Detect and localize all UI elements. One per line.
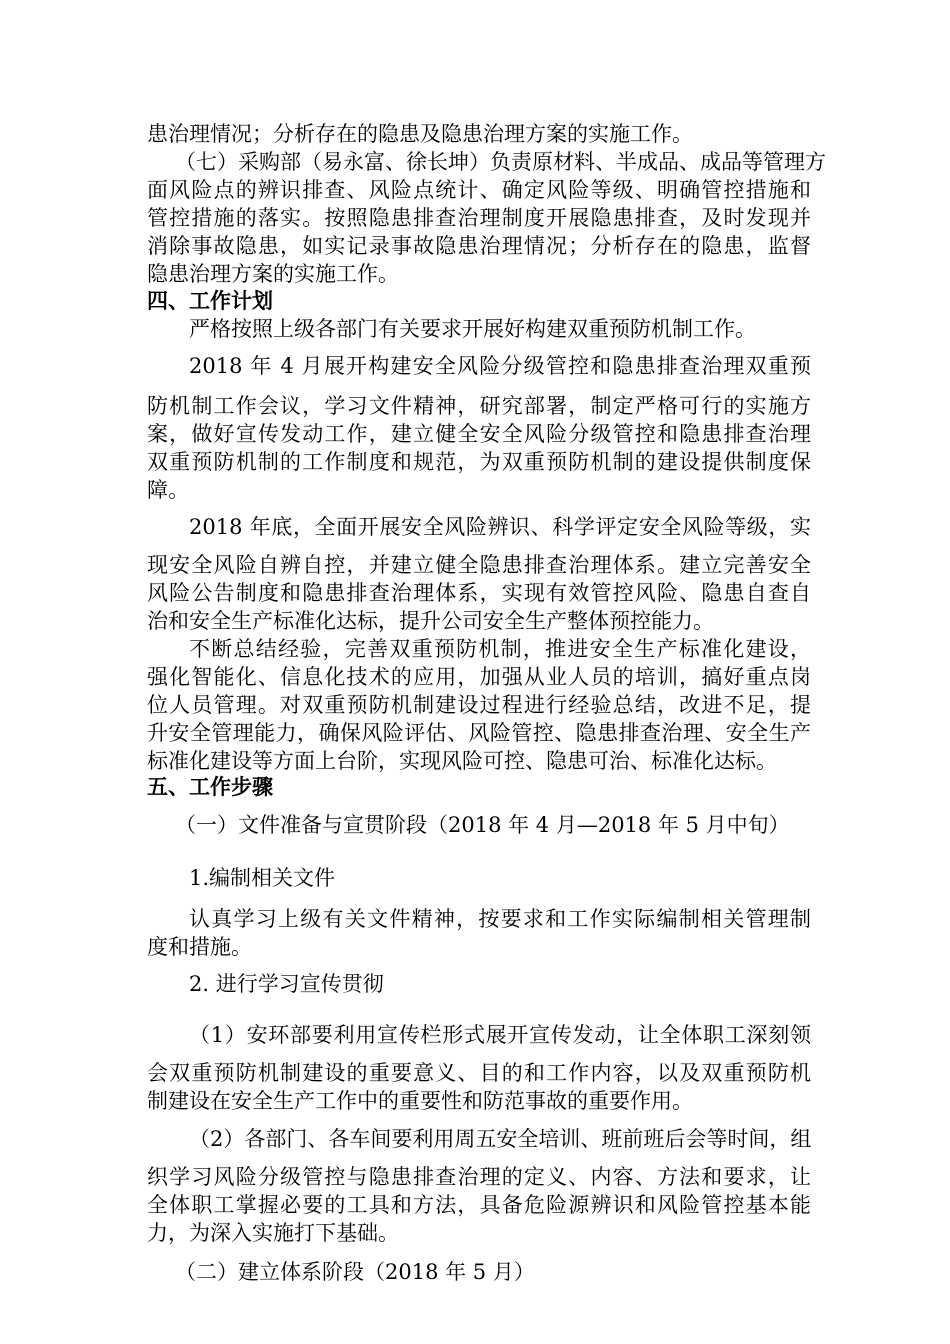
section-heading: 五、工作步骤 (147, 775, 273, 799)
paragraph-line: （2）各部门、各车间要利用周五安全培训、班前班后会等时间，组 (189, 1127, 812, 1151)
paragraph-line: 治和安全生产标准化达标，提升公司安全生产整体预控能力。 (147, 609, 714, 633)
paragraph-line: 管控措施的落实。按照隐患排查治理制度开展隐患排查，及时发现并 (147, 206, 811, 230)
paragraph-line: 认真学习上级有关文件精神，按要求和工作实际编制相关管理制 (189, 907, 811, 931)
paragraph-line: 标准化建设等方面上台阶，实现风险可控、隐患可治、标准化达标。 (147, 749, 777, 773)
paragraph-line: （1）安环部要利用宣传栏形式展开宣传发动，让全体职工深刻领 (189, 1023, 811, 1047)
paragraph-line: 织学习风险分级管控与隐患排查治理的定义、内容、方法和要求，让 (147, 1165, 811, 1189)
paragraph-line: 防机制工作会议，学习文件精神，研究部署，制定严格可行的实施方 (147, 394, 811, 418)
paragraph-line: 力，为深入实施打下基础。 (147, 1221, 399, 1245)
paragraph-line: 障。 (147, 478, 189, 502)
paragraph-line: 不断总结经验，完善双重预防机制，推进安全生产标准化建设， (189, 637, 811, 661)
paragraph-line: 风险公告制度和隐患排查治理体系，实现有效管控风险、隐患自查自 (147, 581, 811, 605)
paragraph-line: 案，做好宣传发动工作，建立健全安全风险分级管控和隐患排查治理 (147, 422, 811, 446)
paragraph-line: 现安全风险自辨自控，并建立健全隐患排查治理体系。建立完善安全 (147, 553, 811, 577)
subsection-heading: （二）建立体系阶段（2018 年 5 月） (175, 1260, 535, 1284)
paragraph-line: 隐患治理方案的实施工作。 (147, 262, 399, 286)
paragraph-line: （七）采购部（易永富、徐长坤）负责原材料、半成品、成品等管理方 (175, 150, 826, 174)
paragraph-line: 面风险点的辨识排查、风险点统计、确定风险等级、明确管控措施和 (147, 178, 811, 202)
paragraph-line: 2018 年 4 月展开构建安全风险分级管控和隐患排查治理双重预 (189, 354, 811, 378)
paragraph-line: 升安全管理能力，确保风险评估、风险管控、隐患排查治理、安全生产 (147, 721, 811, 745)
subsection-heading: （一）文件准备与宣贯阶段（2018 年 4 月—2018 年 5 月中旬） (175, 813, 790, 837)
paragraph-line: 患治理情况；分析存在的隐患及隐患治理方案的实施工作。 (147, 122, 693, 146)
paragraph-line: 全体职工掌握必要的工具和方法，具备危险源辨识和风险管控基本能 (147, 1193, 811, 1217)
paragraph-line: 消除事故隐患，如实记录事故隐患治理情况；分析存在的隐患，监督 (147, 234, 811, 258)
paragraph-line: 强化智能化、信息化技术的应用，加强从业人员的培训，搞好重点岗 (147, 665, 811, 689)
paragraph-line: 度和措施。 (147, 935, 252, 959)
paragraph-line: 制建设在安全生产工作中的重要性和防范事故的重要作用。 (147, 1089, 693, 1113)
paragraph-line: 双重预防机制的工作制度和规范，为双重预防机制的建设提供制度保 (147, 450, 811, 474)
paragraph-line: 2018 年底，全面开展安全风险辨识、科学评定安全风险等级，实 (189, 515, 811, 539)
section-heading: 四、工作计划 (147, 289, 273, 313)
paragraph-line: 会双重预防机制建设的重要意义、目的和工作内容，以及双重预防机 (147, 1061, 811, 1085)
paragraph-line: 严格按照上级各部门有关要求开展好构建双重预防机制工作。 (189, 317, 756, 341)
item-heading: 1.编制相关文件 (189, 866, 336, 890)
paragraph-line: 位人员管理。对双重预防机制建设过程进行经验总结，改进不足，提 (147, 693, 811, 717)
item-heading: 2. 进行学习宣传贯彻 (189, 972, 384, 996)
